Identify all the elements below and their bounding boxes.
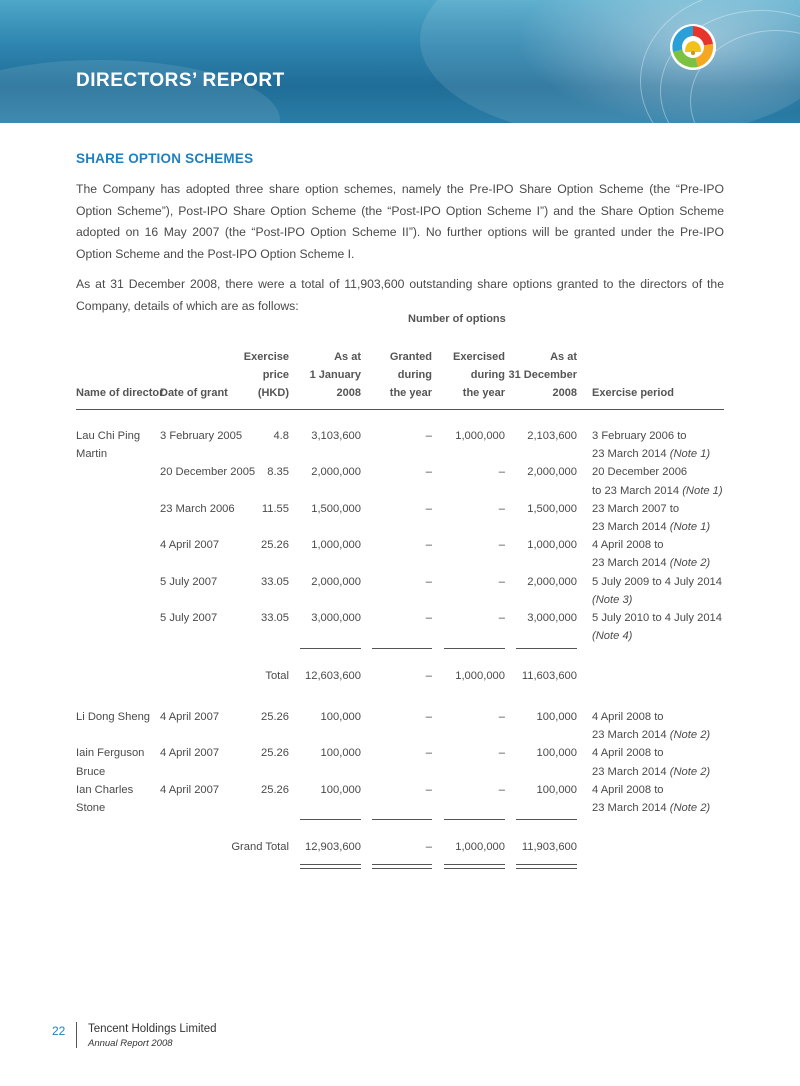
total-jan-2008: 12,603,600 — [305, 670, 361, 682]
options-exercised: 1,000,000 — [455, 430, 505, 442]
grand-total-double-rule — [372, 868, 432, 869]
options-jan-2008: 1,000,000 — [311, 539, 361, 552]
note-reference: (Note 2) — [669, 802, 711, 814]
grant-date: 3 February 2005 — [160, 430, 243, 442]
exercise-period: 23 March 2007 to — [592, 502, 680, 515]
exercise-period: 4 April 2008 to — [592, 747, 664, 760]
options-dec-2008: 2,000,000 — [527, 466, 577, 479]
note-reference: (Note 2) — [669, 729, 711, 742]
options-exercised: – — [498, 612, 505, 624]
exercise-price: 25.26 — [261, 783, 289, 796]
options-jan-2008: 100,000 — [320, 711, 361, 723]
options-jan-2008: 2,000,000 — [311, 575, 361, 588]
options-dec-2008: 100,000 — [536, 783, 577, 796]
grant-date: 20 December 2005 — [160, 466, 256, 479]
note-reference: (Note 1) — [682, 484, 723, 497]
column-header-granted: the year — [389, 387, 432, 399]
options-jan-2008: 2,000,000 — [311, 466, 361, 479]
column-header-dec: 2008 — [552, 387, 577, 399]
subtotal-rule — [372, 648, 432, 649]
exercise-period: 4 April 2008 to — [592, 711, 664, 723]
grand-total-double-rule — [516, 864, 577, 865]
options-exercised: – — [498, 575, 505, 588]
exercise-price: 25.26 — [261, 747, 289, 760]
group-header: Number of options — [408, 313, 506, 325]
column-header-exercised: the year — [462, 387, 505, 399]
tencent-logo-icon — [668, 22, 718, 72]
grand-total-double-rule — [300, 864, 361, 865]
column-header-granted: during — [397, 368, 432, 381]
exercise-period — [592, 802, 710, 814]
exercise-price: 11.55 — [261, 502, 289, 515]
column-header-jan: 1 January — [309, 368, 361, 381]
exercise-period-end: 23 March 2014 — [592, 802, 667, 814]
column-header-dec: As at — [550, 350, 577, 363]
grant-date: 5 July 2007 — [160, 612, 218, 624]
intro-paragraph: The Company has adopted three share option schemes, namely the Pre-IPO Share Option Scheme (the “Pre-IPO Option Scheme”), Post-IPO Share Option Scheme (the “Post-IPO Option Scheme I”) and the Share Option Scheme adopted on 16 May 2007 (the “Post-IPO Option Scheme II”). No further options will be granted under the Pre-IPO Option Scheme and the Post-IPO Option Scheme I. — [76, 182, 724, 261]
options-jan-2008: 3,000,000 — [311, 612, 361, 624]
director-name: Li Dong Sheng — [76, 711, 151, 723]
options-granted: – — [425, 466, 432, 479]
header-banner — [0, 0, 800, 123]
subtotal-rule — [300, 648, 361, 649]
page-title: DIRECTORS’ REPORT — [76, 70, 285, 91]
note-reference: (Note 3) — [592, 593, 633, 606]
options-exercised: – — [498, 502, 505, 515]
director-name: Iain Ferguson — [76, 747, 145, 760]
grand-total-double-rule — [372, 864, 432, 865]
subtotal-rule — [444, 819, 505, 820]
footer-company: Tencent Holdings Limited — [88, 1023, 217, 1035]
options-dec-2008: 1,500,000 — [527, 502, 577, 515]
column-header-price: Exercise — [243, 350, 289, 363]
grand_total-exercised: 1,000,000 — [455, 841, 505, 853]
exercise-price: 33.05 — [261, 612, 289, 624]
options-dec-2008: 100,000 — [536, 711, 577, 723]
exercise-price: 4.8 — [273, 430, 289, 442]
exercise-price: 33.05 — [261, 575, 289, 588]
exercise-period-end: 23 March 2014 — [592, 765, 667, 778]
exercise-period: 3 February 2006 to — [592, 430, 687, 442]
options-jan-2008: 1,500,000 — [311, 502, 361, 515]
director-name: Lau Chi Ping — [76, 430, 141, 442]
director-name: Stone — [76, 802, 106, 814]
column-header-price: (HKD) — [257, 387, 289, 399]
note-reference: (Note 1) — [669, 448, 711, 461]
subtotal-rule — [444, 648, 505, 649]
options-dec-2008: 2,000,000 — [527, 575, 577, 588]
exercise-period: 5 July 2010 to 4 July 2014 — [592, 612, 722, 624]
note-reference: (Note 2) — [669, 765, 711, 778]
options-granted: – — [425, 711, 432, 723]
column-header-exercised: during — [470, 368, 505, 381]
subtotal-rule — [300, 819, 361, 820]
options-exercised: – — [498, 783, 505, 796]
exercise-period: 4 April 2008 to — [592, 783, 664, 796]
exercise-period-end: 23 March 2014 — [592, 557, 667, 570]
total-granted: – — [425, 670, 432, 682]
exercise-period-end: 23 March 2014 — [592, 448, 667, 461]
exercise-period: 4 April 2008 to — [592, 539, 664, 552]
grand_total-jan-2008: 12,903,600 — [305, 841, 361, 853]
grant-date: 4 April 2007 — [160, 783, 220, 796]
grand-total-double-rule — [444, 864, 505, 865]
exercise-price: 25.26 — [261, 539, 289, 552]
exercise-period-end: 23 March 2014 — [592, 521, 667, 533]
column-header-jan: As at — [334, 350, 361, 363]
options-granted: – — [425, 502, 432, 515]
grant-date: 4 April 2007 — [160, 747, 220, 760]
grant-date: 4 April 2007 — [160, 539, 220, 552]
exercise-price: 25.26 — [261, 711, 289, 723]
total-label: Total — [265, 670, 289, 682]
footer-divider — [76, 1022, 77, 1048]
column-header-exercised: Exercised — [453, 350, 505, 363]
grand_total-granted: – — [425, 841, 432, 853]
header-rule — [76, 409, 724, 410]
exercise-period — [592, 557, 710, 569]
options-granted: – — [425, 575, 432, 588]
grand_total-dec-2008: 11,903,600 — [521, 841, 577, 853]
footer-report: Annual Report 2008 — [88, 1038, 173, 1049]
options-jan-2008: 100,000 — [320, 783, 361, 796]
grant-date: 4 April 2007 — [160, 711, 220, 723]
exercise-period — [592, 521, 710, 533]
section-heading: SHARE OPTION SCHEMES — [76, 151, 254, 166]
options-granted: – — [425, 747, 432, 760]
grant-date: 23 March 2006 — [160, 502, 235, 515]
subtotal-rule — [516, 648, 577, 649]
options-granted: – — [425, 430, 432, 442]
exercise-period — [592, 766, 710, 778]
director-name: Ian Charles — [76, 783, 134, 796]
exercise-period-end: 23 March 2014 — [592, 729, 667, 742]
options-dec-2008: 3,000,000 — [527, 612, 577, 624]
grant-date: 5 July 2007 — [160, 575, 218, 588]
options-jan-2008: 3,103,600 — [311, 430, 361, 442]
column-header-granted: Granted — [389, 350, 432, 363]
exercise-period: 20 December 2006 — [592, 466, 688, 479]
note-reference: (Note 4) — [592, 630, 633, 643]
options-dec-2008: 1,000,000 — [527, 539, 577, 552]
column-header-price: price — [262, 368, 289, 381]
exercise-period: 5 July 2009 to 4 July 2014 — [592, 575, 722, 588]
grand-total-double-rule — [444, 868, 505, 869]
options-exercised: – — [498, 466, 505, 479]
outstanding-options-paragraph: As at 31 December 2008, there were a total of 11,903,600 outstanding share options granted to the directors of the Company, details of which are as follows: — [76, 277, 724, 313]
column-header-dec: 31 December — [508, 368, 577, 381]
options-exercised: – — [498, 539, 505, 552]
total-dec-2008: 11,603,600 — [521, 670, 577, 682]
exercise-period — [592, 729, 710, 741]
options-exercised: – — [498, 747, 505, 760]
exercise-price: 8.35 — [267, 466, 289, 479]
exercise-period-end: to 23 March 2014 — [592, 484, 680, 497]
options-exercised: – — [498, 711, 505, 723]
subtotal-rule — [372, 819, 432, 820]
options-jan-2008: 100,000 — [320, 747, 361, 760]
note-reference: (Note 1) — [669, 521, 711, 533]
subtotal-rule — [516, 819, 577, 820]
column-header-jan: 2008 — [336, 387, 361, 399]
total-exercised: 1,000,000 — [455, 670, 505, 682]
director-name: Martin — [76, 448, 108, 461]
column-header-date: Date of grant — [160, 387, 228, 399]
exercise-period — [592, 485, 723, 497]
options-granted: – — [425, 612, 432, 624]
grand-total-double-rule — [300, 868, 361, 869]
note-reference: (Note 2) — [669, 557, 711, 570]
grand_total-label: Grand Total — [231, 841, 289, 853]
director-name: Bruce — [76, 765, 106, 778]
page-number: 22 — [52, 1024, 66, 1038]
grand-total-double-rule — [516, 868, 577, 869]
options-granted: – — [425, 783, 432, 796]
options-dec-2008: 100,000 — [536, 747, 577, 760]
options-dec-2008: 2,103,600 — [527, 430, 577, 442]
column-header-period: Exercise period — [592, 387, 674, 399]
options-granted: – — [425, 539, 432, 552]
exercise-period — [592, 448, 710, 460]
column-header-name: Name of director — [76, 387, 164, 399]
